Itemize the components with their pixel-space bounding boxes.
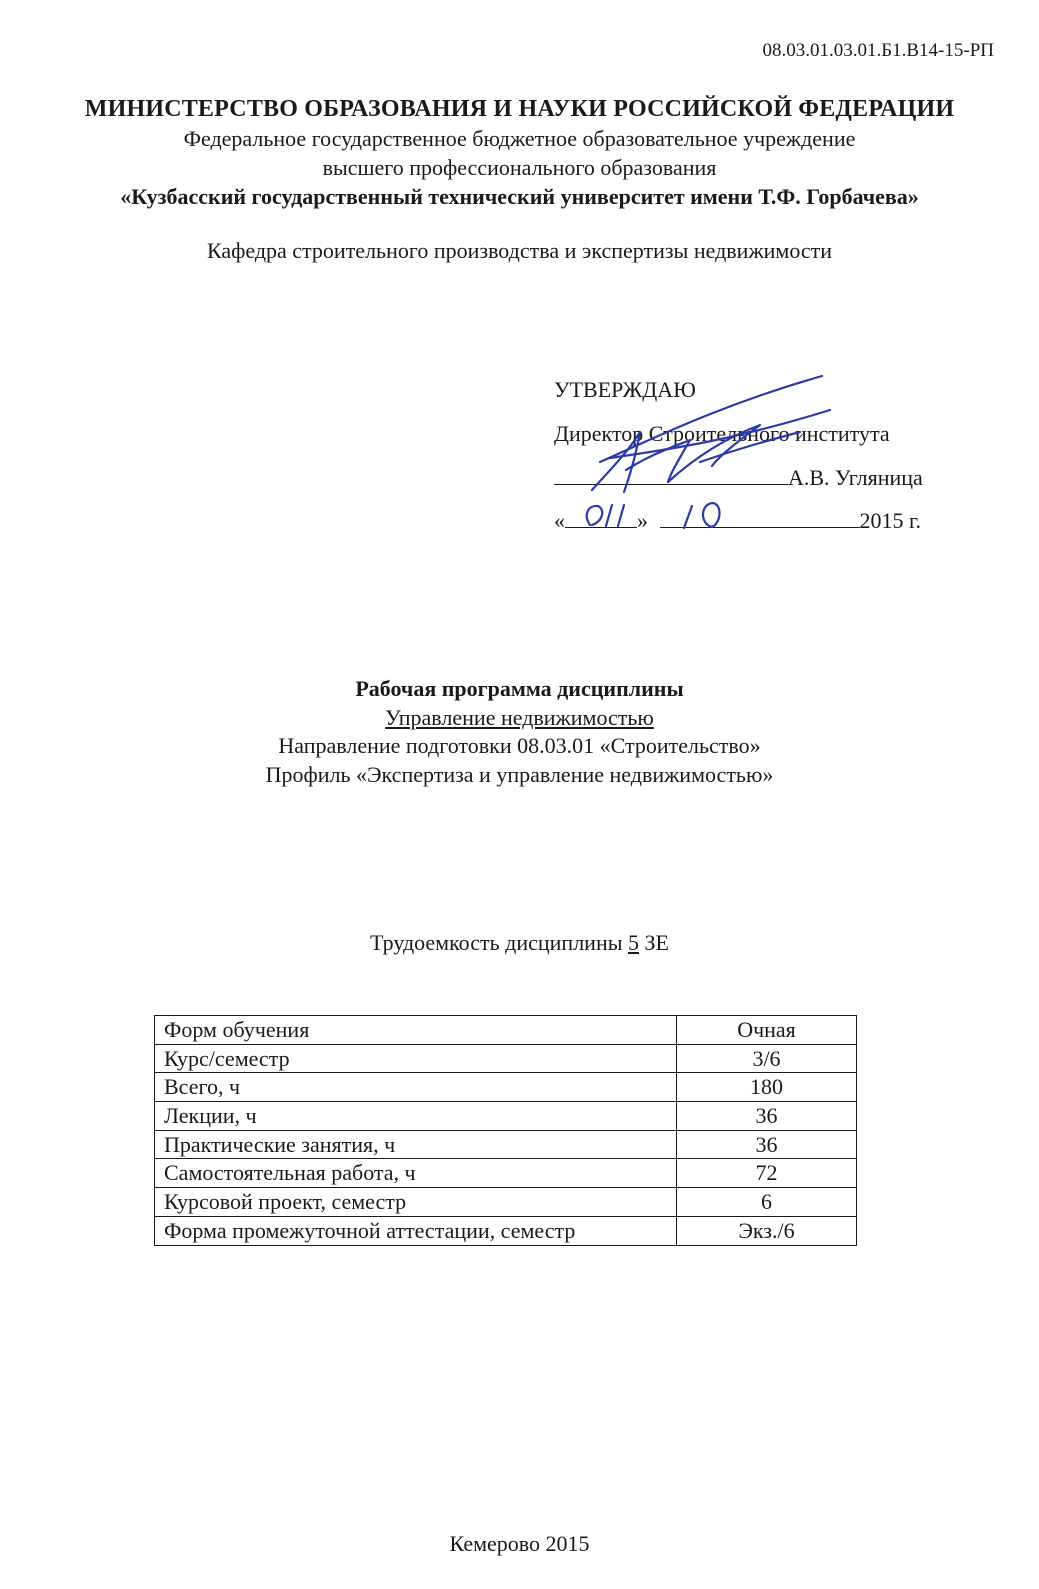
- department-name: Кафедра строительного производства и экспертизы недвижимости: [206, 238, 833, 263]
- university-name: «Кузбасский государственный технический университет имени Т.Ф. Горбачева»: [120, 184, 919, 209]
- approve-heading: УТВЕРЖДАЮ: [554, 377, 696, 402]
- table-cell-value: 180: [677, 1073, 857, 1102]
- quote-open: «: [554, 508, 565, 533]
- quote-close: »: [637, 508, 648, 533]
- approval-date-line: [554, 507, 921, 534]
- institution-line-2: высшего профессионального образования: [322, 155, 717, 180]
- program-title: Рабочая программа дисциплины: [355, 676, 684, 701]
- city-year: Кемерово 2015: [449, 1531, 590, 1556]
- table-cell-value: 3/6: [677, 1044, 857, 1073]
- training-direction: Направление подготовки 08.03.01 «Строительство»: [278, 733, 761, 758]
- approval-year: 2015 г.: [859, 508, 922, 533]
- month-blank: [660, 507, 860, 528]
- table-row: [155, 1073, 857, 1102]
- approver-signature-line: [554, 464, 923, 491]
- table-cell-label: Лекции, ч: [155, 1102, 677, 1131]
- table-row: [155, 1159, 857, 1188]
- workload-label: Трудоемкость дисциплины: [370, 930, 623, 955]
- table-cell-label: Форма промежуточной аттестации, семестр: [155, 1216, 677, 1245]
- document-code: 08.03.01.03.01.Б1.В14-15-РП: [762, 40, 994, 61]
- day-blank: [565, 507, 637, 528]
- training-profile: Профиль «Экспертиза и управление недвижимостью»: [265, 762, 774, 787]
- table-cell-label: Самостоятельная работа, ч: [155, 1159, 677, 1188]
- table-cell-label: Курсовой проект, семестр: [155, 1188, 677, 1217]
- discipline-name: Управление недвижимостью: [385, 705, 654, 730]
- approver-position: Директор Строительного института: [554, 421, 890, 446]
- table-row: [155, 1102, 857, 1131]
- table-cell-value: 6: [677, 1188, 857, 1217]
- workload-line: [0, 930, 1039, 956]
- table-row: [155, 1044, 857, 1073]
- table-cell-value: Экз./6: [677, 1216, 857, 1245]
- discipline-table: [154, 1015, 857, 1246]
- table-cell-value: 72: [677, 1159, 857, 1188]
- workload-value: 5: [628, 930, 639, 955]
- table-cell-value: 36: [677, 1130, 857, 1159]
- table-row: [155, 1188, 857, 1217]
- approver-name: А.В. Угляница: [788, 465, 923, 490]
- institution-line-1: Федеральное государственное бюджетное образовательное учреждение: [183, 126, 856, 151]
- table-cell-value: 36: [677, 1102, 857, 1131]
- workload-unit: ЗЕ: [644, 930, 669, 955]
- table-header-value: Очная: [677, 1016, 857, 1045]
- ministry-title: МИНИСТЕРСТВО ОБРАЗОВАНИЯ И НАУКИ РОССИЙСКОЙ ФЕДЕРАЦИИ: [84, 96, 955, 122]
- table-cell-label: Всего, ч: [155, 1073, 677, 1102]
- table-cell-label: Курс/семестр: [155, 1044, 677, 1073]
- signature-blank: [554, 464, 788, 485]
- table-header-row: [155, 1016, 857, 1045]
- table-cell-label: Практические занятия, ч: [155, 1130, 677, 1159]
- table-row: [155, 1216, 857, 1245]
- table-row: [155, 1130, 857, 1159]
- table-header-label: Форм обучения: [155, 1016, 677, 1045]
